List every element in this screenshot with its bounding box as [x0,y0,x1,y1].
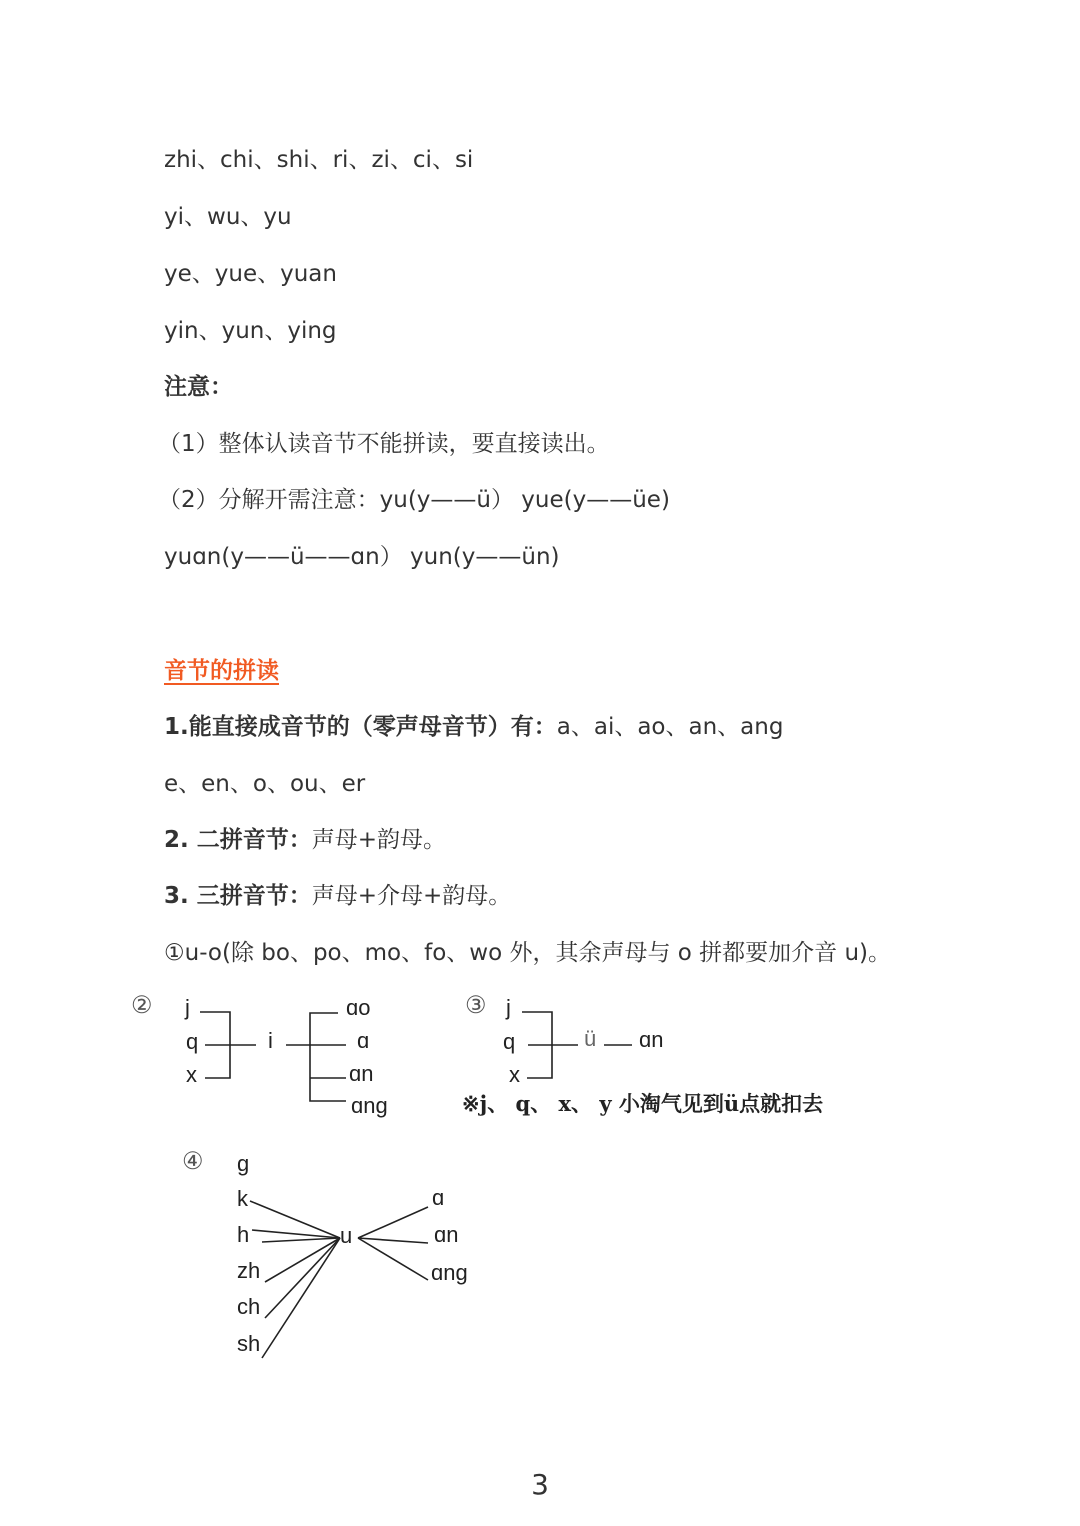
diagram3-initial-j: j [506,995,511,1020]
page-number: 3 [531,1468,549,1501]
diagram3-initial-x: x [509,1062,520,1087]
diagram4-link-h [252,1230,340,1238]
diagram4-final-an: ɑn [434,1222,459,1247]
paragraph-1-label: 1.能直接成音节的（零声母音节）有： [164,714,557,740]
syllable-line-4: yin、yun、ying [164,318,337,344]
diagram4-initial-k: k [237,1186,248,1211]
diagram2-medial-i: i [268,1028,273,1053]
paragraph-1-continued: e、en、o、ou、er [164,771,366,797]
diagram4-initial-h: h [237,1222,250,1247]
diagram2-number: ② [131,992,153,1019]
diagram3-medial-u: ü [584,1026,597,1051]
diagram2-final-ao: ɑo [346,995,371,1020]
diagram4-link-ang [358,1238,428,1280]
paragraph-1-text: a、ai、ao、an、ang [556,714,784,740]
diagram4-initial-zh: zh [237,1258,261,1283]
diagram4-link-zh2 [265,1238,340,1282]
paragraph-2-text: 声母+韵母。 [311,827,447,853]
diagram2-initial-x: x [186,1062,197,1087]
diagram4-link-ch [265,1238,340,1318]
note-item-1: （1）整体认读音节不能拼读，要直接读出。 [158,431,610,457]
diagram4-final-a: ɑ [432,1185,445,1210]
diagram4-link-k [250,1201,340,1238]
diagram2-initial-j: j [185,995,190,1020]
diagram4-medial-u: u [340,1223,353,1248]
diagram4-link-zh [262,1238,340,1242]
diagram3-number: ③ [465,992,487,1019]
diagram2-initial-q: q [186,1029,199,1054]
diagram4-initial-ch: ch [237,1294,261,1319]
paragraph-4: ①u-o(除 bo、po、mo、fo、wo 外，其余声母与 o 拼都要加介音 u)。 [164,940,892,966]
diagram4-initial-g: g [237,1151,250,1176]
syllable-line-1: zhi、chi、shi、ri、zi、ci、si [164,147,474,173]
diagram3-final-an: ɑn [639,1027,664,1052]
diagram2-final-an: ɑn [349,1061,374,1086]
paragraph-2-label: 2. 二拼音节： [164,827,312,853]
diagram4-final-ang: ɑng [431,1260,468,1285]
paragraph-3-text: 声母+介母+韵母。 [311,883,512,909]
diagram4-link-an [358,1238,428,1243]
diagram2-final-ang: ɑng [351,1093,388,1118]
diagram4-link-sh [262,1238,340,1358]
syllable-line-3: ye、yue、yuan [164,261,337,287]
diagram4-link-a [358,1207,428,1238]
note-item-2-continued: yuɑn(y——ü——ɑn） yun(y——ün) [164,544,560,570]
section-heading: 音节的拼读 [164,658,279,684]
diagram2-final-a: ɑ [357,1028,370,1053]
syllable-line-2: yi、wu、yu [164,204,292,230]
note-label: 注意： [164,374,233,400]
diagram3-initial-q: q [503,1029,516,1054]
paragraph-3-label: 3. 三拼音节： [164,883,312,909]
diagram2-bracket-right [310,1013,346,1101]
diagram4-initial-sh: sh [237,1331,261,1356]
diagram3-note: ※j、 q、 x、 y 小淘气见到ü点就扣去 [462,1091,824,1116]
diagram4-number: ④ [182,1148,204,1175]
note-item-2: （2）分解开需注意：yu(y——ü） yue(y——üe) [158,487,670,513]
